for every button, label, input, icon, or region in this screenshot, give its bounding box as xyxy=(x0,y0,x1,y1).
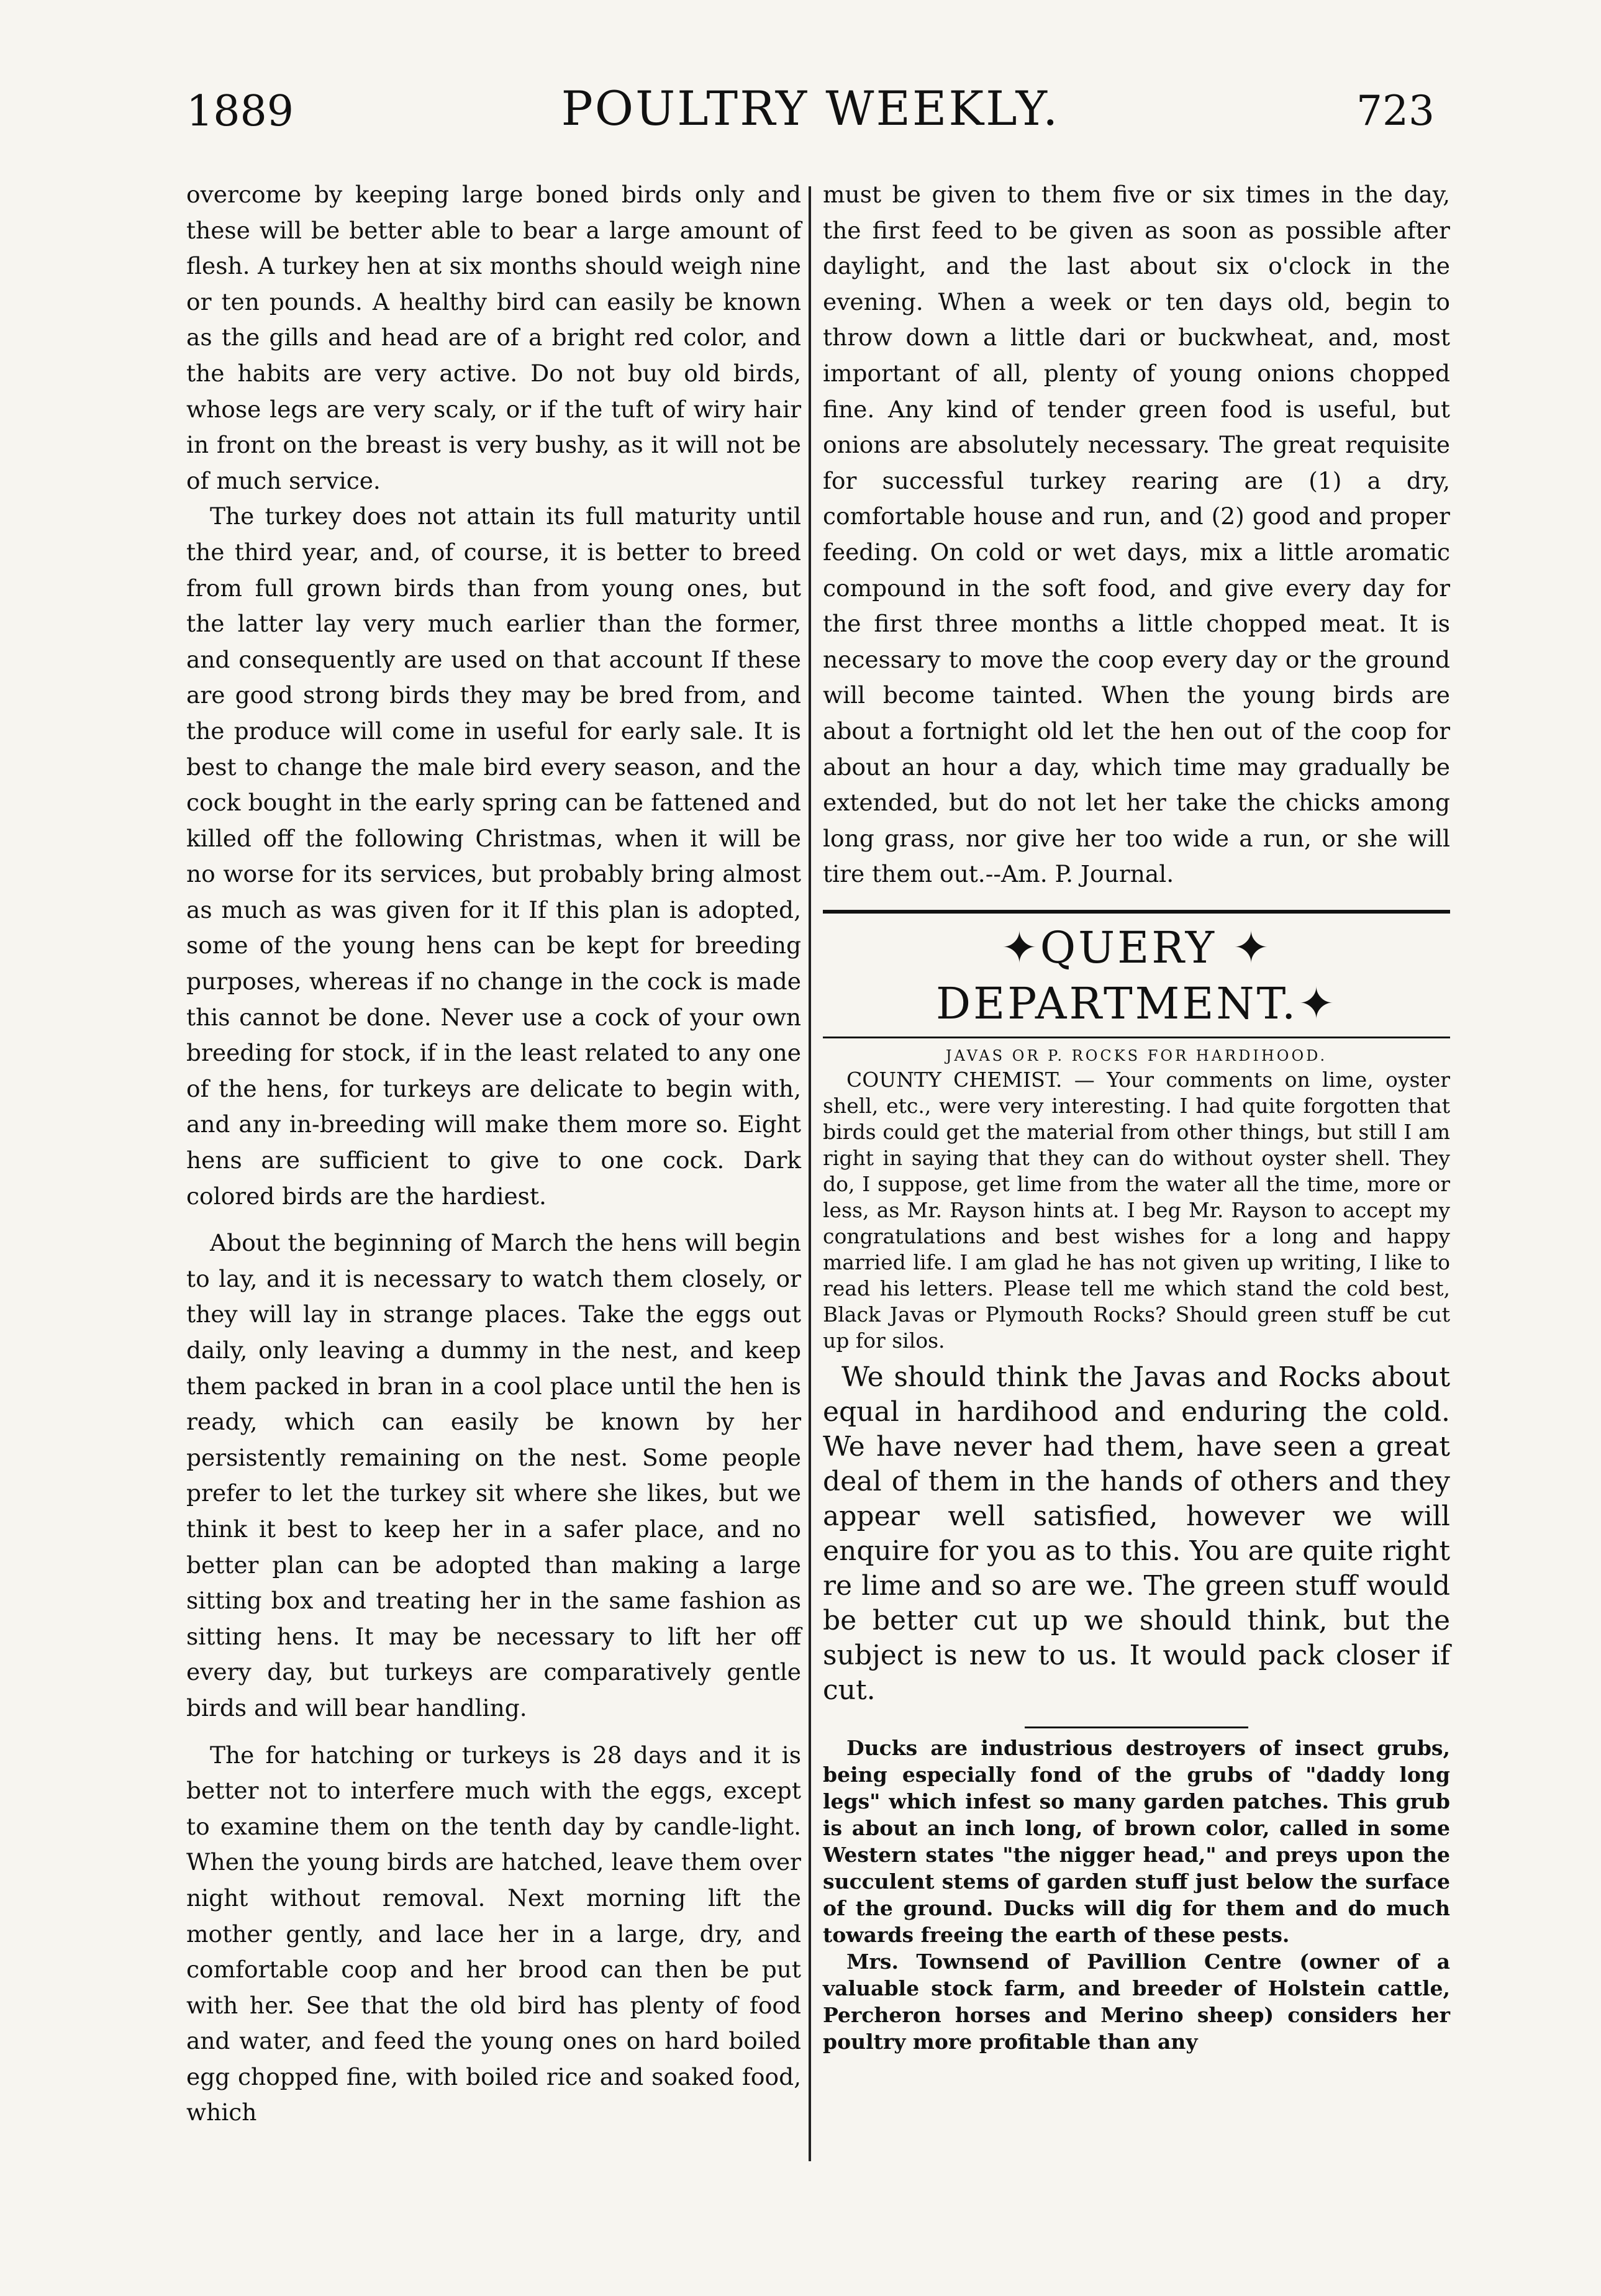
divider-rule xyxy=(1025,1727,1248,1728)
page-header xyxy=(186,81,1435,149)
query-answer: We should think the Javas and Rocks about equal in hardihood and enduring the cold. We have never had them, have seen a great deal of them in the hands of others and they appear well satisfied, however we will enquire for you as to this. You are quite right re lime and so are we. The green stuff would be better cut up we should think, but the subject is new to us. It would pack closer if cut. xyxy=(823,1361,1450,1706)
column-divider xyxy=(809,186,811,2161)
article-paragraph: overcome by keeping large boned birds only and these will be better able to bear a large amount of flesh. A turkey hen at six months should weigh nine or ten pounds. A healthy bird can easily be known as the gills and head are of a bright red color, and the habits are very active. Do not buy old birds, whose legs are very scaly, or if the tuft of wiry hair in front on the breast is very bushy, as it will not be of much service. xyxy=(186,181,801,494)
article-continuation: must be given to them five or six times in the day, the first feed to be given as soon as possible after daylight, and the last about six o'clock in the evening. When a week or ten days old, begin to throw down a little dari or buckwheat, and, most important of all, plenty of young onions chopped fine. Any kind of tender green food is useful, but onions are absolutely necessary. The great requisite for successful turkey rearing are (1) a dry, comfortable house and run, and (2) good and proper feeding. On cold or wet days, mix a little aromatic compound in the soft food, and give every day for the first three months a little chopped meat. It is necessary to move the coop every day or the ground will become tainted. When the young birds are about a fortnight old let the hen out of the coop for about an hour a day, which time may gradually be extended, but do not let her take the chicks among long grass, nor give her too wide a run, or she will tire them out.--Am. P. Journal. xyxy=(823,181,1450,888)
section-rule xyxy=(823,1037,1450,1038)
section-rule xyxy=(823,910,1450,914)
section-title: ✦QUERY ✦ DEPARTMENT.✦ xyxy=(936,922,1337,1029)
publication-title: POULTRY WEEKLY. xyxy=(561,81,1060,136)
article-paragraph: About the beginning of March the hens will begin to lay, and it is necessary to watch them closely, or they will lay in strange places. Take the eggs out daily, only leaving a dummy in the nest, and keep them packed in bran in a cool place until the hen is ready, which can easily be known by her persistently remaining on the nest. Some people prefer to let the turkey sit where she likes, but we think it best to keep her in a safer place, and no better plan can be adopted than making a large sitting box and treating her in the same fashion as sitting hens. It may be necessary to lift her off every day, but turkeys are comparatively gentle birds and will bear handling. xyxy=(186,1229,801,1722)
article-paragraph: The for hatching or turkeys is 28 days and it is better not to interfere much with the eggs, except to examine them on the tenth day by candle-light. When the young birds are hatched, leave them over night without removal. Next morning lift the mother gently, and lace her in a large, dry, and comfortable coop and her brood can then be put with her. See that the old bird has plenty of food and water, and feed the young ones on hard boiled egg chopped fine, with boiled rice and soaked food, which xyxy=(186,1741,801,2126)
article-paragraph: The turkey does not attain its full maturity until the third year, and, of course, it is better to breed from full grown birds than from young ones, but the latter lay very much earlier than the former, and consequently are used on that account If these are good strong birds they may be bred from, and the produce will come in useful for early sale. It is best to change the male bird every season, and the cock bought in the early spring can be fattened and killed off the following Christmas, when it will be no worse for its services, but probably bring almost as much as was given for it If this plan is adopted, some of the young hens can be kept for breeding purposes, whereas if no change in the cock is made this cannot be done. Never use a cock of your own breeding for stock, if in the least related to any one of the hens, for turkeys are delicate to begin with, and any in-breeding will make them more so. Eight hens are sufficient to give to one cock. Dark colored birds are the hardiest. xyxy=(186,502,801,1210)
left-column xyxy=(186,177,801,2131)
right-column xyxy=(823,177,1450,2055)
ducks-paragraph: Ducks are industrious destroyers of insect grubs, being especially fond of the grubs of "daddy long legs" which infest so many garden patches. This grub is about an inch long, of brown color, called in some Western states "the nigger head," and preys upon the succulent stems of garden stuff just below the surface of the ground. Ducks will dig for them and do much towards freeing the earth of these pests. xyxy=(823,1735,1450,1947)
year: 1889 xyxy=(186,87,294,136)
townsend-paragraph: Mrs. Townsend of Pavillion Centre (owner of a valuable stock farm, and breeder of Holstein cattle, Percheron horses and Merino sheep) considers her poultry more profitable than any xyxy=(823,1949,1450,2054)
page-number: 723 xyxy=(1356,87,1435,135)
query-letter: COUNTY CHEMIST. — Your comments on lime, oyster shell, etc., were very interesting. I had quite forgotten that birds could get the material from other things, but still I am right in saying that they can do without oyster shell. They do, I suppose, get lime from the water all the time, more or less, as Mr. Rayson hints at. I beg Mr. Rayson to accept my congratulations and best wishes for a long and happy married life. I am glad he has not given up writing, I like to read his letters. Please tell me which stand the cold best, Black Javas or Plymouth Rocks? Should green stuff be cut up for silos. xyxy=(823,1067,1450,1353)
query-subtitle: JAVAS OR P. ROCKS FOR HARDIHOOD. xyxy=(945,1046,1328,1064)
